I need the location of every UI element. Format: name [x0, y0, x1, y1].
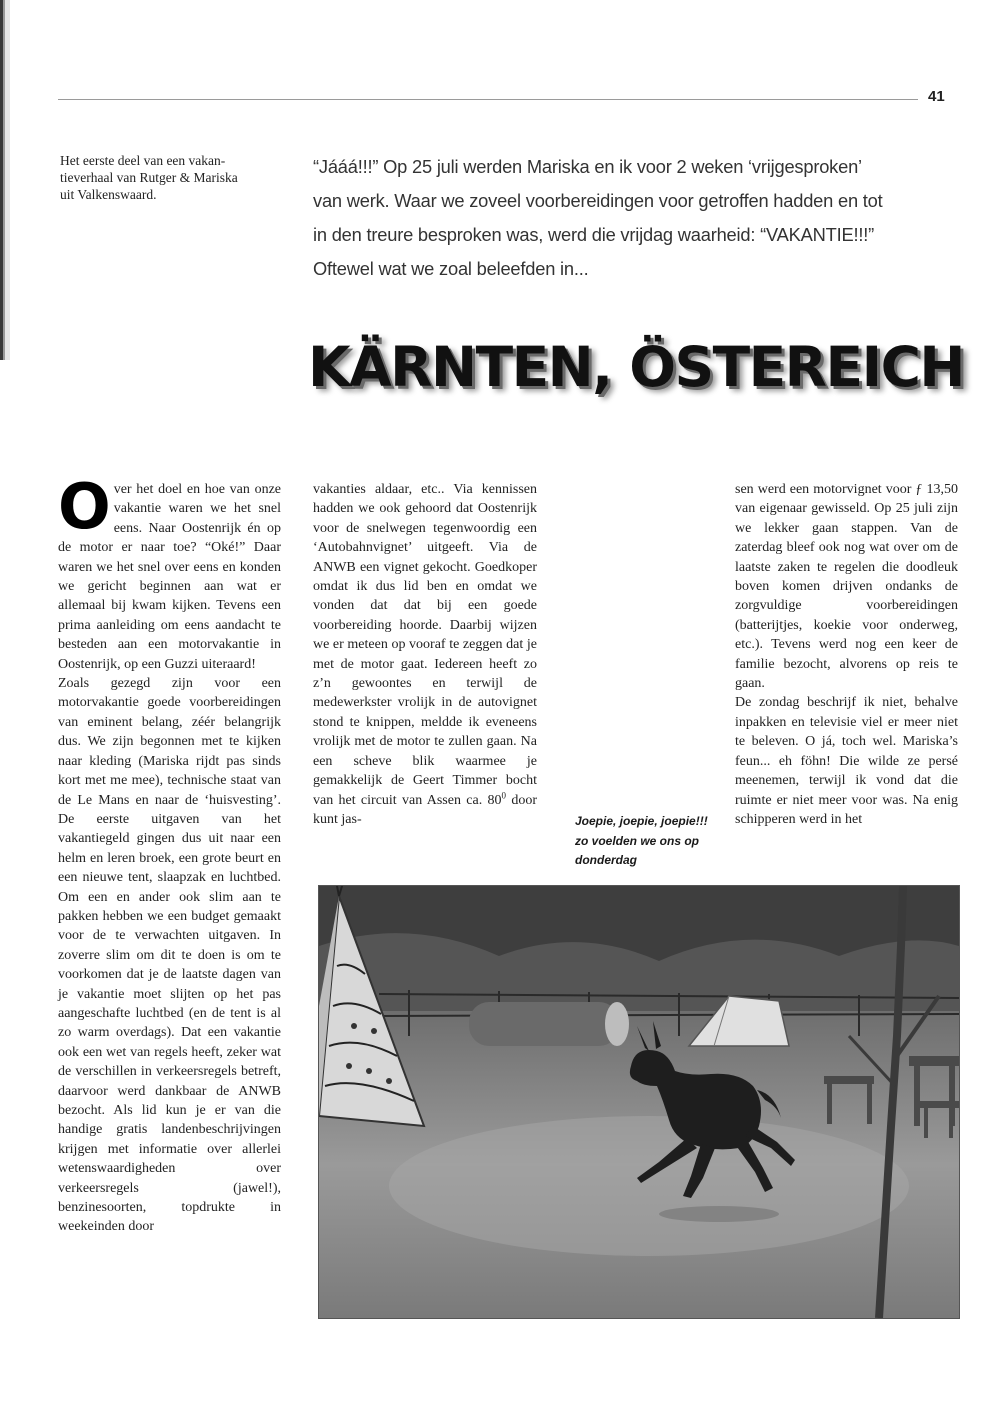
body-column-1: [58, 470, 281, 1237]
degree-superscript: 0: [501, 789, 507, 800]
body-paragraph: vakanties aldaar, etc.. Via kennissen hadden we ook gehoord dat Oostenrijk voor de snelwegen tegenwoordig een ‘Autobahnvignet’ uitgeeft. Via de ANWB een vignet gekocht. Goedkoper omdat ik dus lid ben en omdat we vonden dat dat bij een goede voorbereiding hoorde. Daarbij wijzen we er meteen op vooraf te zeggen dat je met de motor gaat. Iedereen heeft zo z’n gewoontes en terwijl de medewerkster vrolijk in de autovignet stond te knippen, meldde ik eveneens vrolijk met de motor te zullen gaan. Na een scheve blik waarmee je gemakkelijk de Geert Timmer bocht van het circuit van Assen ca. $80^0$ door kunt jas-: [313, 482, 537, 827]
body-paragraph: sen werd een motorvignet voor ƒ 13,50 van eigenaar gewisseld. Op 25 juli zijn we lekker gaan stappen. Van de zaterdag bleef ook nog wat over om de laatste zaken te regelen die doodleuk boven komen drijven ondanks de zorgvuldige voorbereidingen (batterijtjes, koekie voor onderweg, etc.). Tevens werd nog een keer de familie bezocht, alvorens op reis te gaan.: [735, 482, 958, 692]
drop-cap: O: [58, 470, 111, 543]
intro-line: tieverhaal van Rutger & Mariska: [60, 170, 238, 185]
caption-line: Joepie, joepie, joepie!!!: [575, 814, 708, 828]
running-donkey-photo: [318, 885, 960, 1319]
body-paragraph: De zondag beschrijf ik niet, behalve inpakken en televisie viel er meer niet te beleven. O já, toch wel. Mariska’s feun... eh föhn! Die wilde ze persé meenemen, terwijl ik vond dat die ruimte er niet meer voor was. Na enig schipperen werd in het: [735, 695, 958, 827]
lead-line: van werk. Waar we zoveel voorbereidingen voor getroffen hadden en tot: [313, 190, 883, 211]
body-column-3: [735, 480, 958, 829]
intro-line: Het eerste deel van een vakan-: [60, 153, 226, 168]
header-rule: [58, 99, 918, 100]
intro-blurb: [60, 152, 285, 203]
photo-illustration: [319, 886, 959, 1318]
caption-line: zo voelden we ons op: [575, 833, 700, 848]
intro-line: uit Valkenswaard.: [60, 187, 157, 202]
lead-line: “Jááá!!!” Op 25 juli werden Mariska en ik voor 2 weken ‘vrijgesproken’: [313, 156, 862, 177]
body-column-2: [313, 480, 537, 829]
photo-caption: [575, 812, 715, 871]
body-paragraph: Over het doel en hoe van onze vakantie waren we het snel eens. Naar Oostenrijk én op de motor er naar toe? “Oké!” Daar waren we het snel over eens en konden we gericht beginnen aan wat er allemaal bij kwam kijken. Tevens een prima aanleiding om eens aandacht te besteden aan een motorvakantie in Oostenrijk, op een Guzzi uiteraard!: [58, 470, 281, 672]
lead-paragraph: [313, 150, 963, 286]
lead-line: Oftewel wat we zoal beleefden in...: [313, 258, 589, 279]
scan-edge-shadow: [0, 0, 10, 360]
caption-line: donderdag: [575, 853, 637, 867]
lead-line: in den treure besproken was, werd die vrijdag waarheid: “VAKANTIE!!!”: [313, 224, 874, 245]
article-title: KÄRNTEN, ÖSTEREICH: [308, 335, 964, 399]
body-paragraph: Zoals gezegd zijn voor een motorvakantie goede voorbereidingen van eminent belang, zéér belangrijk dus. We zijn begonnen met te kijken naar kleding (Mariska rijdt pas sinds kort met me mee), technische staat van de Le Mans en naar de ‘huisvesting’. De eerste uitgaven van het vakantiegeld gingen dus uit naar een helm en leren broek, een grote beurt en een nieuwe tent, slaapzak en luchtbed. Om een en ander ook slim aan te pakken hebben we een budget gemaakt voor de te verwachten uitgaven. In zoverre slim om dit te doen is om te voorkomen dat je de laatste dagen van je vakantie moet slijten op het pas aangeschafte luchtbed (en de tent is al zo warm overdags). Dat een vakantie ook een wet van regels heeft, zeker wat de verschillen in verkeersregels betreft, daarvoor werd dankbaar de ANWB bezocht. Als lid kun je er van die handige gratis landenbeschrijvingen krijgen met informatie over allerlei wetenswaardigheden over verkeersregels (jawel!), benzinesoorten, topdrukte in weekeinden door: [58, 676, 281, 1235]
page-number: 41: [928, 88, 945, 105]
